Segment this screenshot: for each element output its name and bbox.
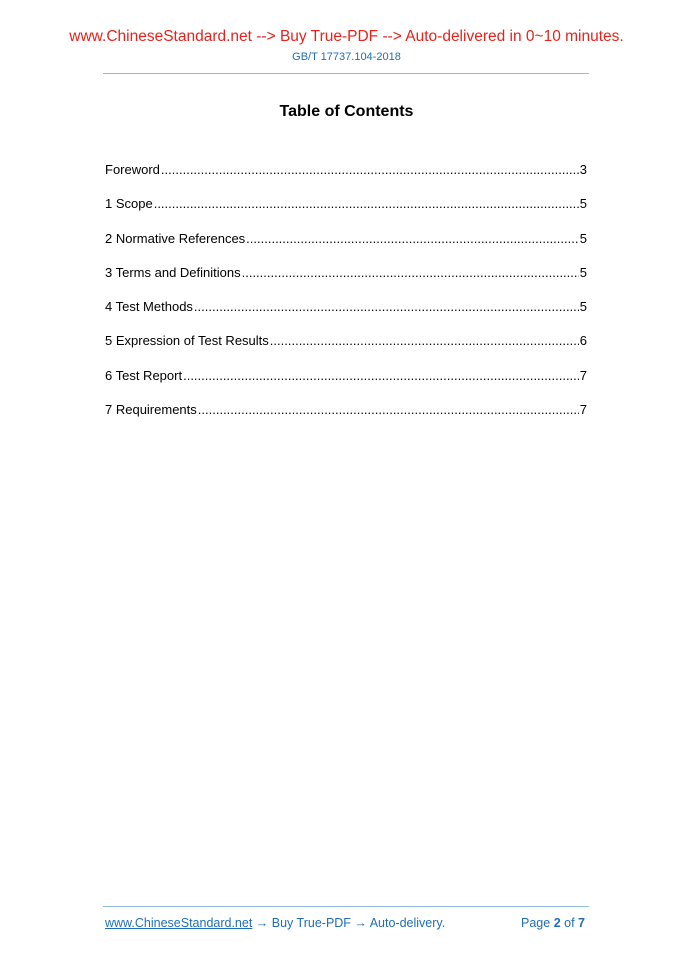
toc-entry-label: 2 Normative References (105, 230, 246, 246)
toc-entry-label: 1 Scope (105, 196, 153, 212)
toc-dot-leader (270, 333, 579, 348)
toc-entry-foreword[interactable] (105, 162, 587, 196)
toc-entry-label: 7 Requirements (105, 402, 197, 418)
page-indicator (521, 916, 585, 930)
toc-dot-leader (198, 402, 579, 417)
toc-dot-leader (242, 265, 579, 280)
toc-dot-leader (183, 368, 579, 383)
page-of-word: of (564, 916, 575, 930)
table-of-contents (105, 162, 587, 436)
toc-dot-leader (154, 196, 579, 211)
page-word: Page (521, 916, 551, 930)
toc-entry-page: 6 (579, 333, 587, 349)
header-divider (103, 73, 589, 74)
total-page-count: 7 (578, 916, 585, 930)
toc-entry-page: 5 (579, 230, 587, 246)
toc-entry-label: 5 Expression of Test Results (105, 333, 269, 349)
footer-site-link[interactable]: www.ChineseStandard.net (105, 916, 253, 930)
toc-dot-leader (246, 231, 579, 246)
toc-dot-leader (161, 162, 579, 177)
footer-tagline: → Buy True-PDF → Auto-delivery. (252, 916, 446, 930)
promo-banner[interactable]: www.ChineseStandard.net --> Buy True-PDF --> Auto-delivered in 0~10 minutes. (69, 28, 624, 45)
toc-entry-page: 5 (579, 299, 587, 315)
toc-entry-label: 3 Terms and Definitions (105, 264, 241, 280)
toc-entry-page: 7 (579, 402, 587, 418)
toc-entry-label: 6 Test Report (105, 367, 183, 383)
footer-divider (103, 906, 589, 907)
toc-entry-label: 4 Test Methods (105, 299, 193, 315)
toc-entry-label: Foreword (105, 162, 160, 177)
toc-entry-page: 5 (579, 264, 587, 280)
toc-entry-scope[interactable] (105, 196, 587, 230)
toc-entry-page: 7 (579, 367, 587, 383)
toc-entry-test-methods[interactable] (105, 299, 587, 333)
toc-dot-leader (194, 299, 579, 314)
toc-entry-normative-references[interactable] (105, 231, 587, 265)
standard-code: GB/T 17737.104-2018 (292, 51, 401, 63)
toc-entry-requirements[interactable] (105, 402, 587, 436)
toc-entry-page: 5 (579, 196, 587, 212)
toc-entry-page: 3 (579, 162, 587, 177)
toc-entry-test-report[interactable] (105, 368, 587, 402)
page-footer (105, 916, 585, 930)
toc-entry-terms-and-definitions[interactable] (105, 265, 587, 299)
current-page-number: 2 (553, 916, 561, 930)
page-title: Table of Contents (279, 103, 414, 120)
toc-entry-expression-of-test-results[interactable] (105, 333, 587, 367)
